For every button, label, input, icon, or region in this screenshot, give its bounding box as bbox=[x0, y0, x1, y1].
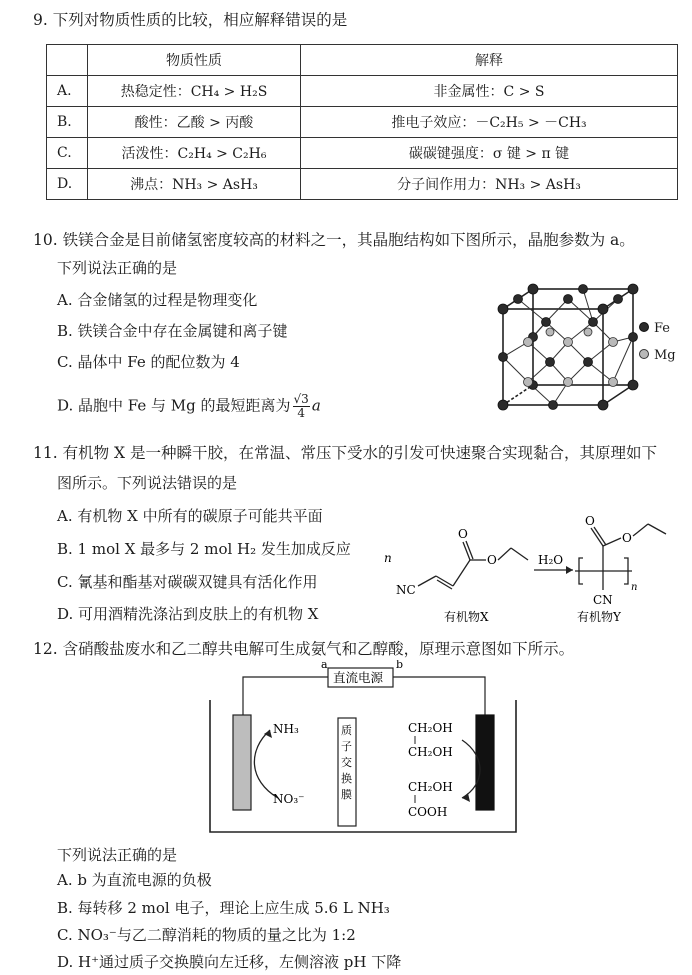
cell-edges bbox=[503, 289, 633, 405]
property-cell: 沸点：NH₃ > AsH₃ bbox=[88, 169, 301, 200]
membrane-char: 质 bbox=[341, 724, 352, 737]
molecule-y bbox=[575, 524, 666, 590]
table-row bbox=[47, 76, 678, 107]
q12-option-a: A. b 为直流电源的负极 bbox=[57, 871, 212, 889]
explanation-cell: 推电子效应：－C₂H₅ > －CH₃ bbox=[301, 107, 678, 138]
ethylene-glycol-top: CH₂OH bbox=[408, 721, 453, 735]
terminal-b: b bbox=[396, 660, 404, 671]
fe-legend-swatch bbox=[640, 323, 649, 332]
table-header-cell: 解释 bbox=[301, 45, 678, 76]
q10-option-a: A. 合金储氢的过程是物理变化 bbox=[57, 291, 258, 309]
q12-question: 下列说法正确的是 bbox=[57, 846, 178, 864]
power-supply-label: 直流电源 bbox=[333, 670, 384, 685]
mg-legend-label: Mg bbox=[654, 348, 676, 363]
q11-stem-line2: 图所示。下列说法错误的是 bbox=[57, 474, 238, 492]
left-electrode bbox=[233, 715, 251, 810]
property-cell: 活泼性：C₂H₄ > C₂H₆ bbox=[88, 138, 301, 169]
q11-option-b: B. 1 mol X 最多与 2 mol H₂ 发生加成反应 bbox=[57, 540, 351, 558]
no3-label: NO₃⁻ bbox=[273, 792, 305, 806]
q10-option-d bbox=[57, 393, 321, 420]
q11-option-d: D. 可用酒精洗涤沾到皮肤上的有机物 X bbox=[57, 605, 319, 623]
reaction-scheme bbox=[378, 498, 678, 628]
option-letter: C. bbox=[47, 138, 88, 169]
y-nitrile-group: CN bbox=[593, 593, 613, 607]
q10-option-c: C. 晶体中 Fe 的配位数为 4 bbox=[57, 353, 240, 371]
q12-option-c: C. NO₃⁻与乙二醇消耗的物质的量之比为 1:2 bbox=[57, 926, 356, 944]
electrolysis-diagram bbox=[200, 660, 530, 840]
electrolytic-cell bbox=[210, 700, 516, 832]
table-header-row bbox=[47, 45, 678, 76]
explanation-cell: 碳碳键强度：σ 键 > π 键 bbox=[301, 138, 678, 169]
arrow-head-icon bbox=[566, 566, 573, 574]
molecule-x bbox=[418, 541, 528, 589]
membrane-char: 换 bbox=[341, 772, 352, 785]
table-row bbox=[47, 169, 678, 200]
q10-stem-line2: 下列说法正确的是 bbox=[57, 259, 178, 277]
variable-a: a bbox=[311, 396, 321, 415]
q9-table bbox=[46, 44, 678, 200]
q11-option-c: C. 氰基和酯基对碳碳双键具有活化作用 bbox=[57, 573, 318, 591]
q11-stem-line1: 11. 有机物 X 是一种瞬干胶，在常温、常压下受水的引发可快速聚合实现黏合，其原理如下 bbox=[33, 444, 657, 462]
wire-right bbox=[393, 677, 485, 715]
x-label: 有机物X bbox=[444, 610, 489, 624]
x-carbonyl-oxygen: O bbox=[458, 527, 468, 541]
glycolic-acid-bottom: COOH bbox=[408, 805, 448, 819]
membrane-char: 膜 bbox=[341, 788, 352, 801]
arrow-head-icon bbox=[462, 793, 470, 802]
option-letter: B. bbox=[47, 107, 88, 138]
table-row bbox=[47, 138, 678, 169]
table-row bbox=[47, 107, 678, 138]
q12-stem: 12. 含硝酸盐废水和乙二醇共电解可生成氨气和乙醇酸，原理示意图如下所示。 bbox=[33, 640, 575, 658]
glycolic-acid-top: CH₂OH bbox=[408, 780, 453, 794]
y-ester-oxygen: O bbox=[622, 531, 632, 545]
q9-stem: 9. 下列对物质性质的比较，相应解释错误的是 bbox=[33, 11, 348, 29]
option-letter: A. bbox=[47, 76, 88, 107]
reagent-water: H₂O bbox=[538, 553, 564, 567]
explanation-cell: 分子间作用力：NH₃ > AsH₃ bbox=[301, 169, 678, 200]
ethylene-glycol-bottom: CH₂OH bbox=[408, 745, 453, 759]
q11-option-a: A. 有机物 X 中所有的碳原子可能共平面 bbox=[57, 507, 323, 525]
q12-option-b: B. 每转移 2 mol 电子，理论上应生成 5.6 L NH₃ bbox=[57, 899, 390, 917]
fraction-denominator: 4 bbox=[297, 406, 305, 420]
mg-legend-swatch bbox=[640, 350, 649, 359]
terminal-a: a bbox=[321, 660, 328, 671]
fraction bbox=[293, 393, 310, 420]
nh3-label: NH₃ bbox=[273, 722, 299, 736]
fraction-numerator: √3 bbox=[293, 392, 309, 406]
property-cell: 酸性：乙酸 > 丙酸 bbox=[88, 107, 301, 138]
table-header-cell: 物质性质 bbox=[88, 45, 301, 76]
q12-option-d: D. H⁺通过质子交换膜向左迁移，左侧溶液 pH 下降 bbox=[57, 953, 402, 971]
y-label: 有机物Y bbox=[577, 610, 621, 624]
x-nitrile-group: NC bbox=[396, 583, 416, 597]
left-reaction-arrow bbox=[254, 730, 278, 798]
x-ester-oxygen: O bbox=[487, 553, 497, 567]
membrane-char: 子 bbox=[341, 740, 352, 753]
explanation-cell: 非金属性：C > S bbox=[301, 76, 678, 107]
crystal-cell-diagram bbox=[488, 282, 688, 412]
q10-option-d-text: D. 晶胞中 Fe 与 Mg 的最短距离为 bbox=[57, 396, 291, 415]
q10-option-b: B. 铁镁合金中存在金属键和离子键 bbox=[57, 322, 288, 340]
cell-bonds bbox=[503, 289, 633, 405]
y-degree-n: n bbox=[631, 582, 638, 593]
wire-left bbox=[243, 677, 328, 715]
membrane-char: 交 bbox=[341, 756, 352, 769]
q10-stem-line1: 10. 铁镁合金是目前储氢密度较高的材料之一，其晶胞结构如下图所示，晶胞参数为 a。 bbox=[33, 231, 635, 249]
property-cell: 热稳定性：CH₄ > H₂S bbox=[88, 76, 301, 107]
fe-legend-label: Fe bbox=[654, 321, 671, 336]
table-header-cell bbox=[47, 45, 88, 76]
y-carbonyl-oxygen: O bbox=[585, 514, 595, 528]
option-letter: D. bbox=[47, 169, 88, 200]
n-coefficient: n bbox=[384, 551, 392, 565]
